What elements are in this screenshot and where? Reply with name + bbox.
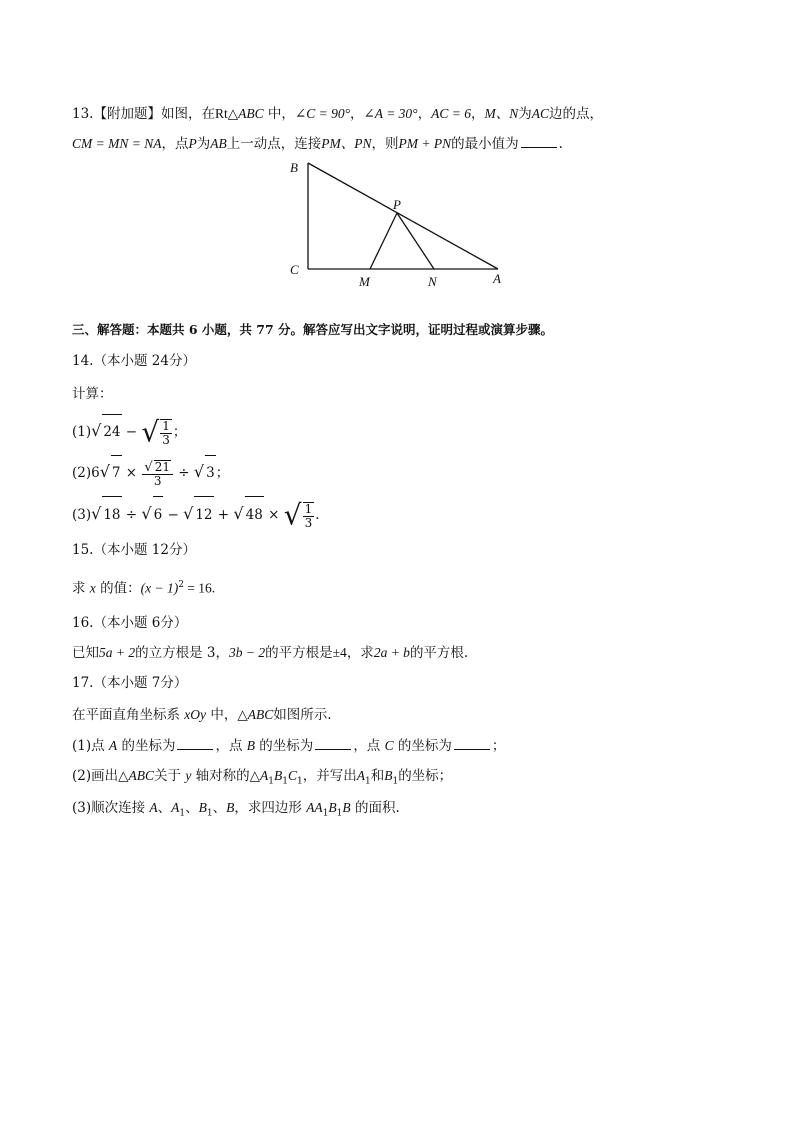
op: ÷: [121, 507, 142, 523]
math: ±4: [332, 645, 347, 660]
q14-part1: [72, 414, 186, 448]
text: 如图，在: [160, 106, 215, 122]
q14-intro: 计算：: [72, 386, 113, 402]
answer-blank: [315, 736, 351, 750]
text: ，: [470, 106, 485, 122]
text: 的坐标为: [117, 738, 176, 754]
text: 、: [212, 800, 227, 816]
text: 边的点，: [548, 106, 603, 122]
radical-icon: √: [99, 462, 110, 481]
numerator: [142, 460, 173, 475]
math: PM、PN: [321, 136, 372, 151]
text: ，求四边形: [234, 800, 307, 816]
radical-icon: √: [233, 504, 244, 523]
text: ；: [172, 424, 187, 440]
text: 点: [91, 738, 109, 754]
numerator: 1: [162, 418, 170, 433]
text: 小题，共: [197, 322, 257, 337]
text: 、: [185, 800, 199, 816]
math: B: [198, 800, 207, 815]
text: 的最小值为: [451, 136, 519, 152]
math: A: [356, 768, 365, 783]
q17-intro: [72, 705, 332, 725]
math: B: [226, 800, 235, 815]
denominator: 3: [304, 515, 313, 530]
fraction: [160, 419, 172, 447]
text: 为: [196, 136, 211, 152]
q13-number: 13.: [72, 106, 94, 122]
subscript: 1: [364, 776, 371, 787]
math: △A: [249, 768, 269, 783]
label: (3): [72, 800, 92, 816]
text: 求: [72, 580, 90, 597]
answer-blank: [521, 134, 557, 148]
q14-part3: [72, 496, 320, 532]
text: 关于: [154, 768, 186, 784]
text: ，点: [215, 738, 247, 754]
math: 5a + 2: [99, 645, 136, 660]
math: C: [384, 738, 394, 753]
side-ab: [308, 163, 498, 269]
math: C: [287, 768, 297, 783]
text: 77: [256, 322, 274, 337]
text: ；: [491, 738, 506, 754]
label: (1): [72, 424, 92, 440]
fraction: [142, 460, 173, 488]
label: (1): [72, 738, 92, 754]
text: ，点: [353, 738, 385, 754]
op: −: [121, 424, 142, 440]
math: A: [171, 800, 180, 815]
math: AC: [531, 106, 549, 121]
radicand: 21: [154, 459, 170, 474]
text: 的立方根是 3，: [135, 645, 230, 661]
q17-part1: [72, 736, 505, 756]
text: 画出: [91, 768, 119, 784]
fraction: [303, 502, 315, 530]
q17-part2: [72, 766, 452, 792]
radical-icon: √: [91, 504, 102, 523]
numerator: 1: [304, 501, 313, 516]
math: Rt△: [214, 106, 239, 121]
text: 6: [188, 322, 198, 337]
text: 和: [370, 768, 385, 784]
denominator: 3: [153, 473, 162, 488]
label-n: N: [428, 274, 437, 289]
text: 的坐标为: [255, 738, 314, 754]
segment-pn: [397, 213, 434, 269]
math: M、N: [484, 106, 519, 121]
math: A: [149, 800, 158, 815]
subscript: 1: [206, 808, 213, 819]
math: 2a + b: [373, 645, 410, 660]
math: = 16.: [183, 580, 216, 596]
math: CM = MN = NA: [72, 136, 162, 151]
math: 3b − 2: [229, 645, 266, 660]
text: ，: [417, 106, 432, 122]
math: xOy: [184, 707, 207, 722]
answer-blank: [454, 736, 490, 750]
math: A: [108, 738, 118, 753]
text: 的面积.: [350, 800, 400, 816]
math: B: [342, 800, 351, 815]
radical-icon: √: [141, 415, 160, 449]
text: 中，: [206, 707, 238, 723]
text: 顺次连接: [91, 800, 150, 816]
label: (2): [72, 465, 92, 481]
math: AA: [306, 800, 323, 815]
coef: 6: [91, 465, 100, 481]
text: 为: [518, 106, 532, 122]
q15-body: [72, 575, 215, 599]
radicand: 7: [111, 455, 122, 490]
text: 上一动点，连接: [226, 136, 322, 152]
q16-header: 16.（本小题 6分）: [72, 615, 188, 631]
q13-line-1: [72, 104, 603, 124]
math: AC = 6: [431, 106, 471, 121]
radicand: 3: [205, 455, 216, 490]
text: 分。解答应写出文字说明，证明过程或演算步骤。: [273, 322, 554, 337]
answer-blank: [177, 736, 213, 750]
math: (x − 1): [140, 580, 179, 596]
q14-part2: [72, 455, 229, 489]
label-b: B: [290, 160, 298, 175]
text: 的值：: [95, 580, 141, 597]
text: 的坐标为: [393, 738, 452, 754]
text: ，点: [161, 136, 189, 152]
op: ×: [263, 507, 284, 523]
subscript: 1: [322, 808, 329, 819]
q14-header: 14.（本小题 24分）: [72, 353, 196, 369]
op: +: [213, 507, 234, 523]
op: −: [163, 507, 184, 523]
text: 、: [157, 800, 172, 816]
q15-header: 15.（本小题 12分）: [72, 542, 196, 558]
radical-icon: √: [183, 504, 194, 523]
text: 三、解答题：本题共: [72, 322, 189, 337]
text: 在平面直角坐标系: [72, 707, 185, 723]
text: 如图所示.: [273, 707, 332, 723]
triangle-figure: [280, 155, 520, 295]
text: ，求: [346, 645, 374, 661]
text: 的坐标；: [398, 768, 453, 784]
label-a: A: [493, 271, 501, 286]
q13-tag: 【附加题】: [93, 106, 161, 122]
radicand: 12: [194, 496, 213, 533]
label-p: P: [393, 197, 401, 212]
math: ∠A = 30°: [363, 106, 418, 121]
text: 轴对称的: [191, 768, 250, 784]
text: .: [558, 136, 563, 152]
text: ，: [350, 106, 364, 122]
math: B: [246, 738, 256, 753]
math: △ABC: [237, 707, 274, 722]
subscript: 1: [336, 808, 343, 819]
q16-body: [72, 643, 468, 663]
radical-icon: √: [283, 498, 302, 532]
math: P: [188, 136, 197, 151]
q17-header: 17.（本小题 7分）: [72, 675, 188, 691]
denominator: 3: [162, 432, 170, 447]
math: ABC: [238, 106, 264, 121]
radical-icon: √: [141, 504, 152, 523]
math: ∠C = 90°: [294, 106, 350, 121]
radicand: 6: [153, 496, 164, 533]
label-m: M: [359, 274, 370, 289]
subscript: 1: [392, 776, 399, 787]
text: .: [315, 507, 320, 523]
text: ，则: [371, 136, 399, 152]
label: (3): [72, 507, 92, 523]
q17-part3: [72, 798, 400, 824]
subscript: 1: [282, 776, 288, 787]
math: △ABC: [118, 768, 155, 783]
text: 的平方根.: [409, 645, 469, 661]
subscript: 1: [268, 776, 274, 787]
segment-pm: [370, 213, 397, 269]
subscript: 1: [296, 776, 303, 787]
op: ×: [121, 465, 142, 481]
op: ÷: [174, 465, 194, 481]
subscript: 1: [179, 808, 186, 819]
text: ，并写出: [302, 768, 357, 784]
math: B: [328, 800, 337, 815]
label: (2): [72, 768, 92, 784]
math: x: [89, 580, 96, 596]
math: PM + PN: [398, 136, 452, 151]
radicand: 48: [245, 496, 264, 533]
radical-icon: √: [193, 462, 205, 481]
text: 已知: [72, 645, 99, 661]
text: 的平方根是: [265, 645, 333, 661]
math: B: [384, 768, 393, 783]
radical-icon: √: [144, 459, 153, 475]
math: y: [185, 768, 192, 783]
label-c: C: [290, 262, 299, 277]
section3-header: [72, 320, 553, 340]
radical-icon: √: [91, 421, 102, 440]
math: AB: [210, 136, 227, 151]
text: 中，: [263, 106, 295, 122]
exponent: 2: [178, 580, 184, 590]
text: ；: [215, 465, 230, 481]
radicand: 18: [102, 496, 121, 533]
q13-line-2: [72, 134, 563, 154]
math: B: [273, 768, 283, 783]
radicand: 24: [102, 414, 121, 449]
